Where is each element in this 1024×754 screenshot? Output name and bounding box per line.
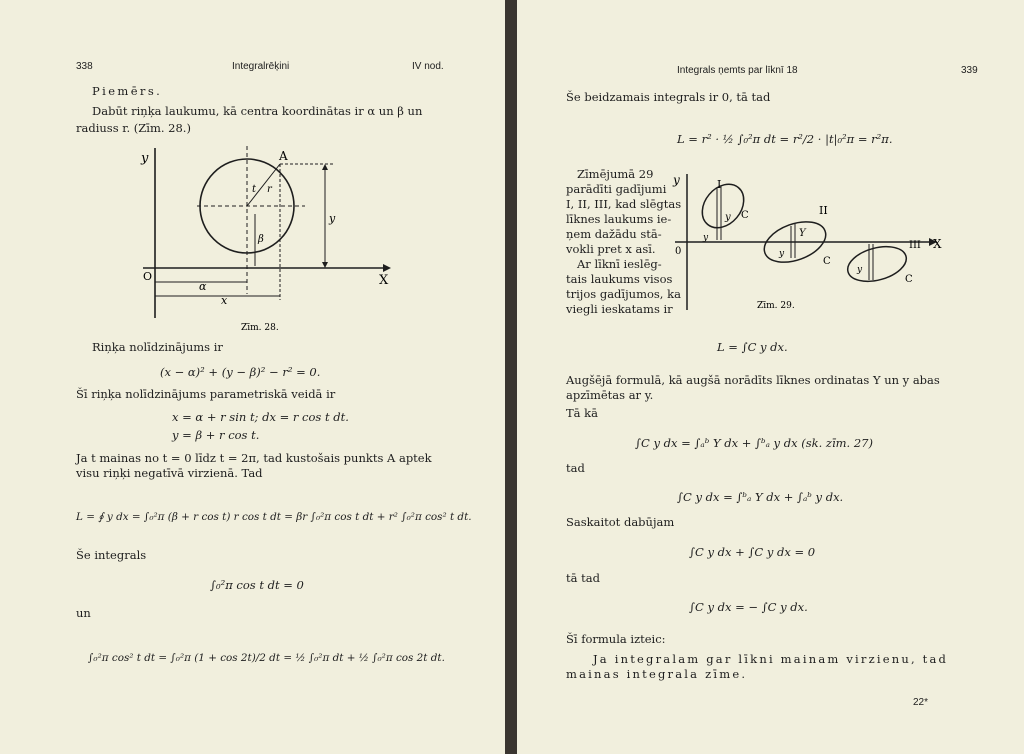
book-gutter	[505, 0, 517, 754]
ordinate-label: Y	[799, 228, 806, 239]
origin-label: O	[143, 270, 153, 283]
paragraph: Riņķa nolīdzinājums ir	[92, 340, 223, 354]
equation: (x − α)² + (y − β)² − r² = 0.	[160, 365, 321, 379]
r-label: r	[267, 184, 272, 195]
x-axis-label: X	[379, 273, 389, 288]
signature-mark: 22*	[913, 697, 929, 708]
paragraph: apzīmētas ar y.	[566, 388, 654, 402]
ordinate-label: y	[703, 233, 709, 243]
equation: L = r² · ½ ∫₀²π dt = r²/2 · |t|₀²π = r²π.	[677, 132, 893, 146]
case-label: III	[909, 240, 921, 251]
ordinate-label: y	[779, 249, 785, 259]
curve-c-label: C	[741, 210, 749, 221]
running-title: Integralrēķini	[232, 61, 290, 72]
rule-text: mainas integrala zīme.	[566, 667, 748, 681]
case-label: II	[819, 204, 828, 217]
circle-figure	[135, 144, 395, 344]
x-length-label: x	[221, 294, 228, 307]
side-text-line: Zīmējumā 29	[577, 167, 654, 181]
t-label: t	[252, 184, 257, 195]
equation: ∫C y dx = − ∫C y dx.	[689, 600, 808, 614]
rule-text: Ja integralam gar līkni mainam virzienu, tad	[593, 652, 949, 666]
y-length-label: y	[329, 212, 336, 225]
chapter-label: IV nod.	[412, 61, 444, 72]
beta-label: β	[258, 234, 264, 245]
paragraph: Tā kā	[566, 406, 599, 420]
equation: x = α + r sin t; dx = r cos t dt.	[172, 410, 349, 424]
side-text-line: vokli pret x asī.	[566, 242, 656, 256]
side-text-line: viegli ieskatams ir	[566, 302, 673, 316]
equation: ∫₀²π cos t dt = 0	[210, 578, 304, 592]
figure-caption: Zīm. 28.	[241, 323, 279, 333]
paragraph: Šī riņķa nolīdzinājums parametriskā veidā ir	[76, 387, 336, 401]
y-axis-label: y	[141, 151, 149, 166]
x-axis-label: X	[933, 237, 942, 251]
paragraph: Še integrals	[76, 548, 147, 562]
page-number: 339	[961, 65, 978, 76]
equation: ∫C y dx + ∫C y dx = 0	[689, 545, 816, 559]
side-text-line: I, II, III, kad slēgtas	[566, 197, 682, 211]
side-text-line: tais laukums visos	[566, 272, 673, 286]
paragraph: visu riņķi negatīvā virzienā. Tad	[76, 466, 263, 480]
paragraph: Saskaitot dabūjam	[566, 515, 675, 529]
point-a-label: A	[279, 149, 288, 163]
origin-label: 0	[675, 246, 682, 257]
paragraph: Šī formula izteic:	[566, 632, 666, 646]
side-text-line: Ar līknī ieslēg-	[577, 257, 662, 271]
paragraph: Še beidzamais integrals ir 0, tā tad	[566, 90, 771, 104]
curve-c-label: C	[823, 256, 831, 267]
section-heading: Piemērs.	[92, 84, 163, 98]
equation: y = β + r cos t.	[172, 428, 260, 442]
curves-figure	[667, 168, 947, 314]
figure-caption: Zīm. 29.	[757, 301, 795, 311]
equation: L = ∫C y dx.	[717, 340, 788, 354]
equation: L = ∮ y dx = ∫₀²π (β + r cos t) r cos t dt = βr ∫₀²π cos t dt + r² ∫₀²π cos² t dt.	[76, 511, 472, 523]
side-text-line: trijos gadījumos, ka	[566, 287, 681, 301]
curve-c-label: C	[905, 274, 913, 285]
left-page	[0, 0, 505, 754]
page-number: 338	[76, 61, 93, 72]
equation: ∫C y dx = ∫ₐᵇ Y dx + ∫ᵇₐ y dx (sk. zīm. 27)	[635, 436, 873, 450]
y-axis-label: y	[673, 173, 680, 187]
equation: ∫₀²π cos² t dt = ∫₀²π (1 + cos 2t)/2 dt = ½ ∫₀²π dt + ½ ∫₀²π cos 2t dt.	[88, 652, 445, 664]
equation: ∫C y dx = ∫ᵇₐ Y dx + ∫ₐᵇ y dx.	[677, 490, 844, 504]
case-label: I	[717, 178, 722, 191]
side-text-line: līknes laukums ie-	[566, 212, 672, 226]
side-text-line: ņem dažādu stā-	[566, 227, 662, 241]
side-text-line: parādīti gadījumi	[566, 182, 667, 196]
paragraph: tad	[566, 461, 585, 475]
paragraph: Dabūt riņķa laukumu, kā centra koordinātas ir α un β un	[92, 104, 423, 118]
right-page	[517, 0, 1024, 754]
paragraph: tā tad	[566, 571, 600, 585]
paragraph: Augšējā formulā, kā augšā norādīts līknes ordinatas Y un y abas	[566, 373, 940, 387]
ordinate-label: y	[857, 265, 863, 275]
paragraph: Ja t mainas no t = 0 līdz t = 2π, tad kustošais punkts A aptek	[76, 451, 432, 465]
paragraph: radiuss r. (Zīm. 28.)	[76, 121, 191, 135]
running-title: Integrals ņemts par līknī 18	[677, 65, 798, 76]
alpha-label: α	[199, 280, 207, 293]
paragraph: un	[76, 606, 91, 620]
ordinate-label: y	[725, 212, 731, 223]
